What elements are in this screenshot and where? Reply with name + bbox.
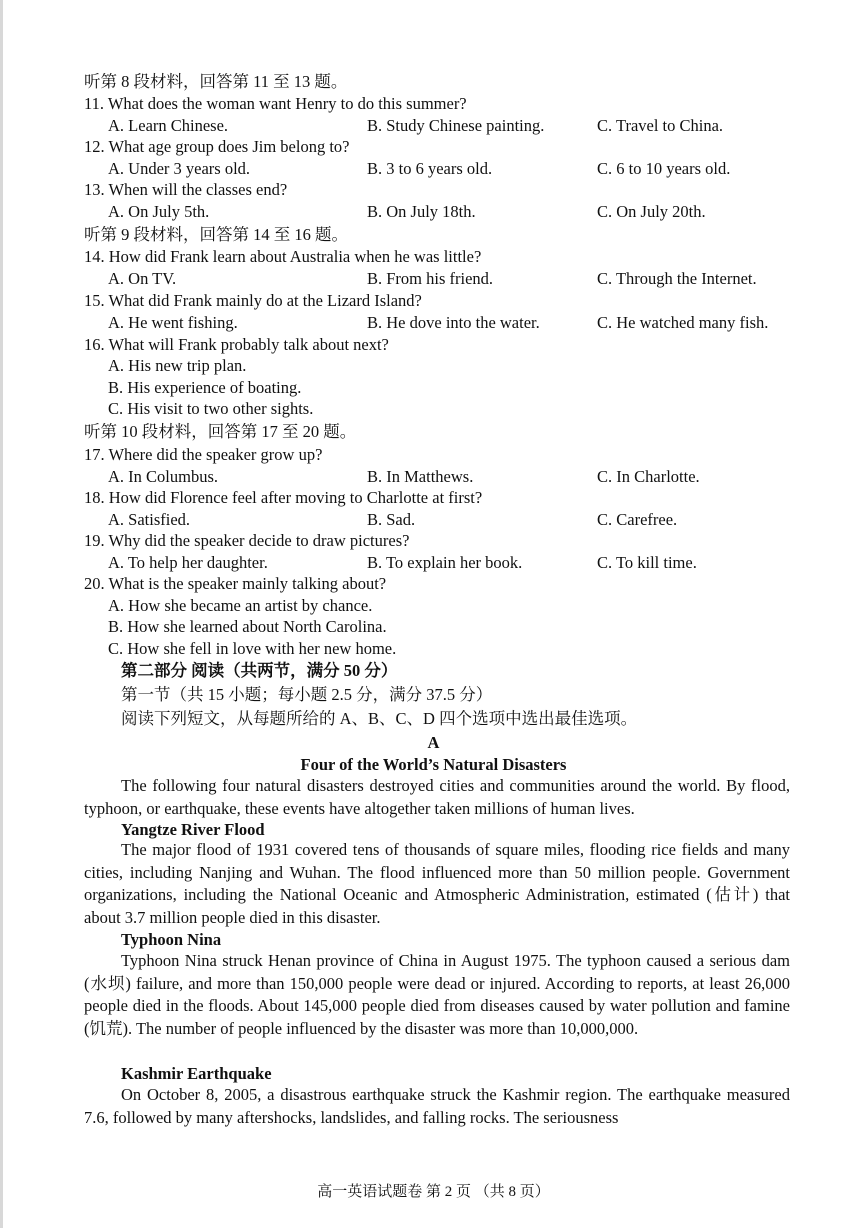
question-13: 13. When will the classes end? — [84, 180, 288, 199]
q17-option-b: B. In Matthews. — [367, 467, 474, 486]
subheading-yangtze: Yangtze River Flood — [121, 820, 265, 839]
q20-option-a: A. How she became an artist by chance. — [108, 596, 373, 615]
question-15: 15. What did Frank mainly do at the Lizard Island? — [84, 291, 422, 310]
paragraph-kashmir — [84, 1084, 790, 1129]
section-header-8: 听第 8 段材料，回答第 11 至 13 题。 — [84, 72, 348, 91]
q13-option-a: A. On July 5th. — [108, 202, 210, 221]
q13-option-b: B. On July 18th. — [367, 202, 476, 221]
paragraph-nina-text: Typhoon Nina struck Henan province of China in August 1975. The typhoon caused a serious dam (水坝) failure, and more than 150,000 people were dead or injured. According to reports, at least 26,000 people died in the floods. About 145,000 people died from diseases caused by water pollution and famine (饥荒). The number of people influenced by the disaster was more than 10,000,000. — [84, 951, 790, 1038]
q11-option-b: B. Study Chinese painting. — [367, 116, 545, 135]
q16-option-a: A. His new trip plan. — [108, 356, 247, 375]
subheading-kashmir: Kashmir Earthquake — [121, 1064, 272, 1083]
part2-title: 第二部分 阅读（共两节，满分 50 分） — [121, 661, 398, 680]
q17-option-c: C. In Charlotte. — [597, 467, 700, 486]
paragraph-yangtze — [84, 839, 790, 929]
passage-title: Four of the World’s Natural Disasters — [300, 755, 567, 774]
q14-option-b: B. From his friend. — [367, 269, 494, 288]
question-17: 17. Where did the speaker grow up? — [84, 445, 323, 464]
page-footer: 高一英语试题卷 第 2 页 （共 8 页） — [317, 1184, 550, 1200]
paragraph-nina — [84, 950, 790, 1040]
q18-option-a: A. Satisfied. — [108, 510, 191, 529]
q16-option-c: C. His visit to two other sights. — [108, 399, 314, 418]
q20-option-b: B. How she learned about North Carolina. — [108, 617, 387, 636]
q12-option-a: A. Under 3 years old. — [108, 159, 251, 178]
paragraph-kashmir-text: On October 8, 2005, a disastrous earthquake struck the Kashmir region. The earthquake measured 7.6, followed by many aftershocks, landslides, and falling rocks. The seriousness — [84, 1085, 790, 1127]
part2-instruction: 阅读下列短文，从每题所给的 A、B、C、D 四个选项中选出最佳选项。 — [121, 709, 638, 728]
q16-option-b: B. His experience of boating. — [108, 378, 302, 397]
part2-section1: 第一节（共 15 小题；每小题 2.5 分，满分 37.5 分） — [121, 685, 493, 704]
q17-option-a: A. In Columbus. — [108, 467, 219, 486]
section-header-10: 听第 10 段材料，回答第 17 至 20 题。 — [84, 422, 357, 441]
question-20: 20. What is the speaker mainly talking about? — [84, 574, 387, 593]
q13-option-c: C. On July 20th. — [597, 202, 706, 221]
question-18: 18. How did Florence feel after moving to Charlotte at first? — [84, 488, 483, 507]
q19-option-b: B. To explain her book. — [367, 553, 523, 572]
passage-intro-text: The following four natural disasters destroyed cities and communities around the world. By flood, typhoon, or earthquake, these events have altogether taken millions of human lives. — [84, 776, 790, 818]
q12-option-b: B. 3 to 6 years old. — [367, 159, 493, 178]
scan-edge — [0, 0, 3, 1228]
q12-option-c: C. 6 to 10 years old. — [597, 159, 731, 178]
q11-option-c: C. Travel to China. — [597, 116, 724, 135]
q14-option-a: A. On TV. — [108, 269, 177, 288]
q11-option-a: A. Learn Chinese. — [108, 116, 229, 135]
question-16: 16. What will Frank probably talk about next? — [84, 335, 389, 354]
q20-option-c: C. How she fell in love with her new home. — [108, 639, 397, 658]
q15-option-c: C. He watched many fish. — [597, 313, 769, 332]
question-14: 14. How did Frank learn about Australia when he was little? — [84, 247, 482, 266]
q15-option-b: B. He dove into the water. — [367, 313, 540, 332]
subheading-nina: Typhoon Nina — [121, 930, 222, 949]
paragraph-yangtze-text: The major flood of 1931 covered tens of thousands of square miles, flooding rice fields and many cities, including Nanjing and Wuhan. The flood influenced more than 50 million people. Government organizations, including the National Oceanic and Atmospheric Administration, estimated (估计) that about 3.7 million people died in this disaster. — [84, 840, 790, 927]
passage-letter: A — [427, 733, 440, 752]
q14-option-c: C. Through the Internet. — [597, 269, 757, 288]
q19-option-a: A. To help her daughter. — [108, 553, 268, 572]
q19-option-c: C. To kill time. — [597, 553, 697, 572]
question-11: 11. What does the woman want Henry to do this summer? — [84, 94, 467, 113]
q18-option-c: C. Carefree. — [597, 510, 678, 529]
section-header-9: 听第 9 段材料，回答第 14 至 16 题。 — [84, 225, 348, 244]
question-12: 12. What age group does Jim belong to? — [84, 137, 350, 156]
passage-intro — [84, 775, 790, 820]
q18-option-b: B. Sad. — [367, 510, 416, 529]
question-19: 19. Why did the speaker decide to draw pictures? — [84, 531, 410, 550]
q15-option-a: A. He went fishing. — [108, 313, 238, 332]
